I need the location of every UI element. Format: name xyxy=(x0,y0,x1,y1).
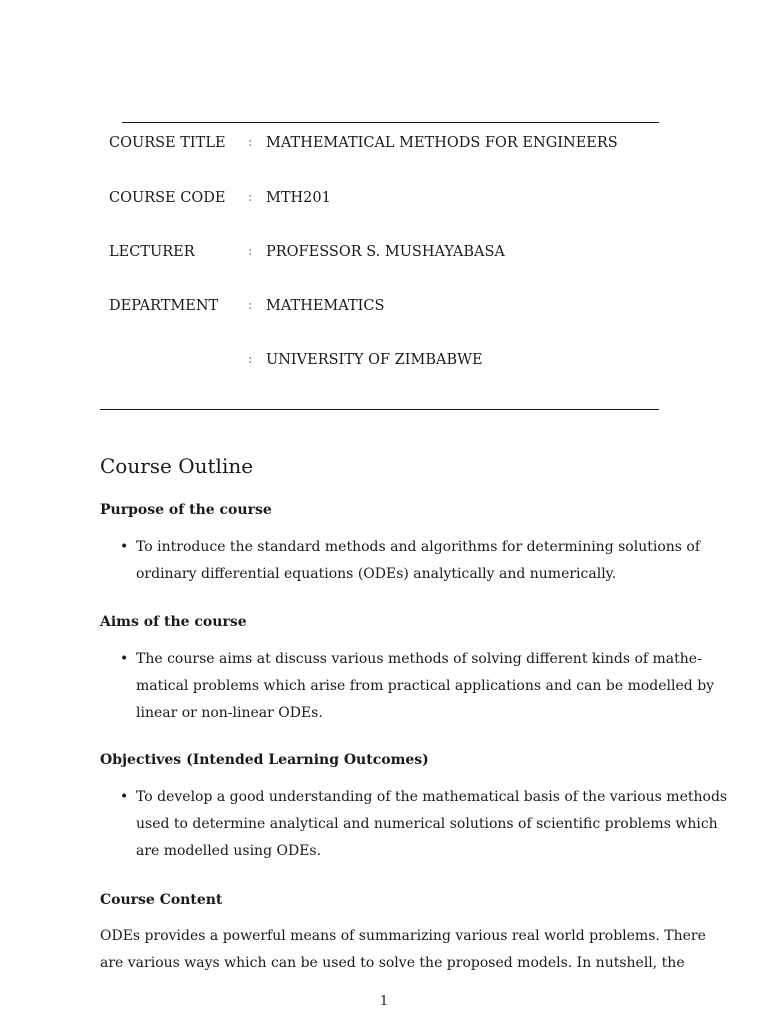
content-line-2: are various ways which can be used to solve the proposed models. In nutshell, the xyxy=(100,955,685,971)
department-value: MATHEMATICS xyxy=(266,298,385,314)
purpose-line-2: ordinary differential equations (ODEs) analytically and numerically. xyxy=(136,566,617,582)
course-title-colon: : xyxy=(248,135,253,150)
aims-line-2: matical problems which arise from practical applications and can be modelled by xyxy=(136,678,715,694)
lecturer-colon: : xyxy=(248,244,253,259)
course-code-label: COURSE CODE xyxy=(109,190,226,206)
course-code-row xyxy=(0,186,768,210)
bullet-icon: • xyxy=(120,789,129,805)
content-line-1: ODEs provides a powerful means of summarizing various real world problems. There xyxy=(100,928,706,944)
bottom-rule xyxy=(100,409,659,410)
course-title-label: COURSE TITLE xyxy=(109,135,226,151)
course-code-colon: : xyxy=(248,190,253,205)
course-title-row xyxy=(0,131,768,155)
purpose-line-1: To introduce the standard methods and algorithms for determining solutions of xyxy=(136,539,701,555)
objectives-heading: Objectives (Intended Learning Outcomes) xyxy=(100,752,429,768)
aims-line-3: linear or non-linear ODEs. xyxy=(136,705,323,721)
aims-line-1: The course aims at discuss various methods of solving different kinds of mathe- xyxy=(136,651,702,667)
course-content-paragraph xyxy=(100,923,706,977)
purpose-text xyxy=(136,534,701,588)
top-rule xyxy=(122,122,659,123)
objectives-line-2: used to determine analytical and numerical solutions of scientific problems which xyxy=(136,816,718,832)
objectives-text xyxy=(136,784,728,865)
university-colon: : xyxy=(248,352,253,367)
purpose-bullet xyxy=(100,534,701,588)
objectives-line-3: are modelled using ODEs. xyxy=(136,843,322,859)
lecturer-value: PROFESSOR S. MUSHAYABASA xyxy=(266,244,505,260)
university-value: UNIVERSITY OF ZIMBABWE xyxy=(266,352,483,368)
purpose-heading: Purpose of the course xyxy=(100,502,272,518)
department-row xyxy=(0,294,768,318)
aims-text xyxy=(136,646,715,727)
university-row xyxy=(0,348,768,372)
course-outline-title: Course Outline xyxy=(100,454,254,478)
aims-bullet xyxy=(100,646,715,727)
bullet-icon: • xyxy=(120,651,129,667)
page-number: 1 xyxy=(379,994,389,1009)
aims-heading: Aims of the course xyxy=(100,614,247,630)
bullet-icon: • xyxy=(120,539,129,555)
course-content-heading: Course Content xyxy=(100,892,223,908)
course-title-value: MATHEMATICAL METHODS FOR ENGINEERS xyxy=(266,135,618,151)
department-colon: : xyxy=(248,298,253,313)
lecturer-label: LECTURER xyxy=(109,244,195,260)
department-label: DEPARTMENT xyxy=(109,298,219,314)
lecturer-row xyxy=(0,240,768,264)
objectives-bullet xyxy=(100,784,728,865)
course-code-value: MTH201 xyxy=(266,190,331,206)
objectives-line-1: To develop a good understanding of the mathematical basis of the various methods xyxy=(136,789,728,805)
